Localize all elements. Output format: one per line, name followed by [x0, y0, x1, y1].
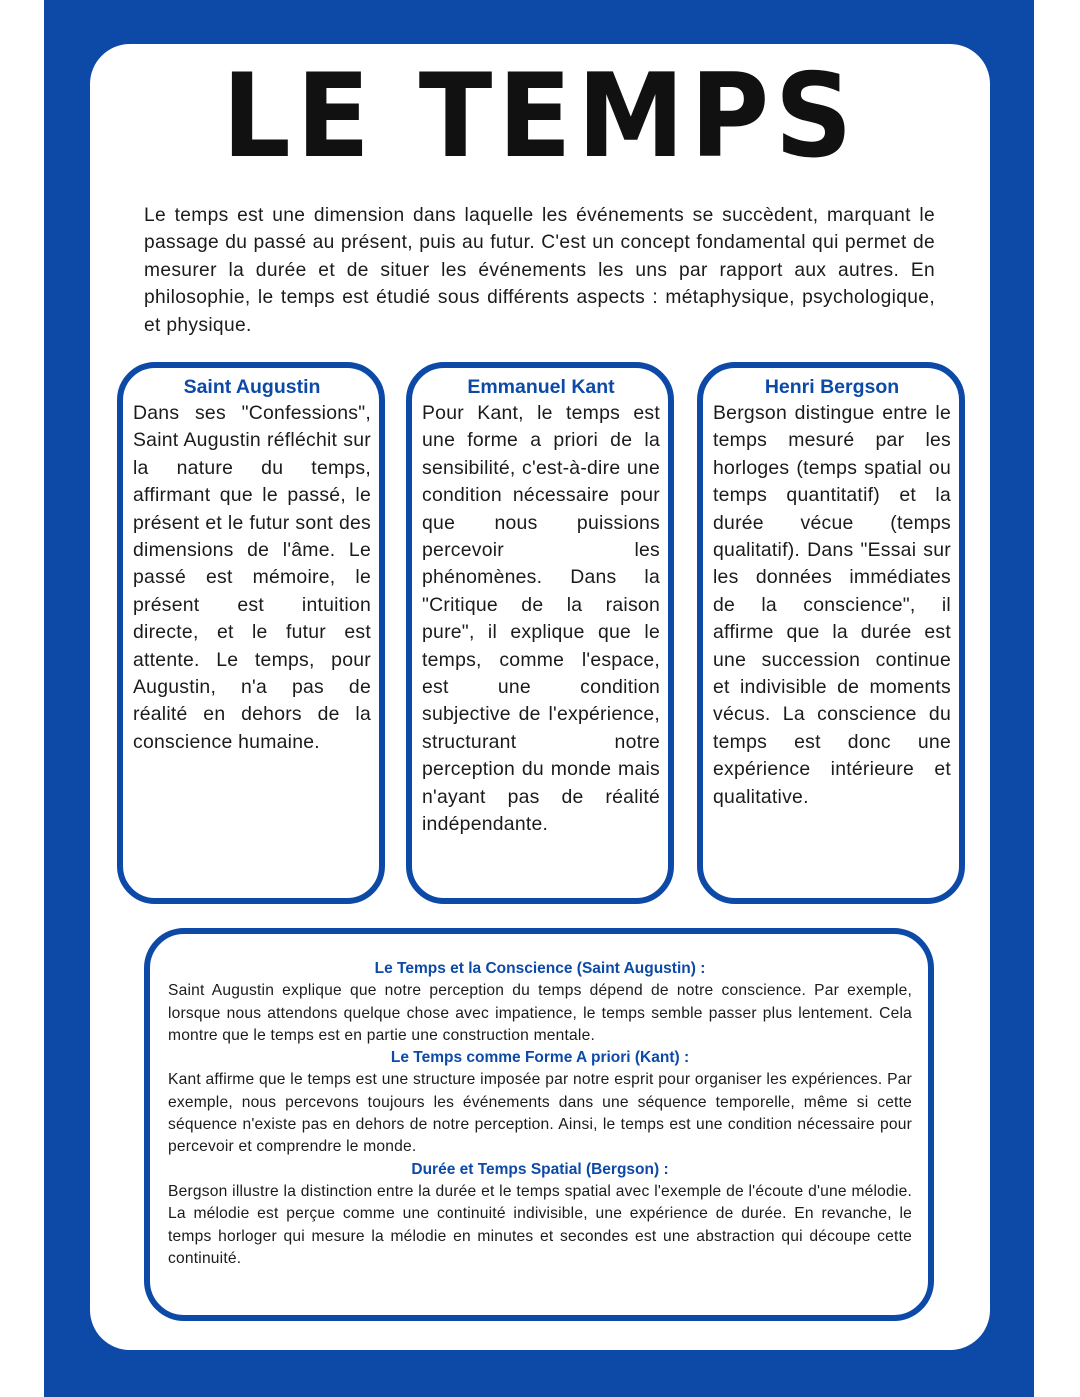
intro-paragraph: Le temps est une dimension dans laquelle les événements se succèdent, marquant le passage du passé au présent, puis au futur. C'est un concept fondamental qui permet de mesurer la durée et de situer les événements les uns par rapport aux autres. En philosophie, le temps est étudié sous différents aspects : métaphysique, psychologique, et physique. — [144, 205, 935, 336]
card-text: Dans ses "Confessions", Saint Augustin réfléchit sur la nature du temps, affirmant que le passé, le présent et le futur sont des dimensions de l'âme. Le passé est mémoire, le présent est intuition directe, et le futur est attente. Le temps, pour Augustin, n'a pas de réalité en dehors de la conscience humaine. — [133, 402, 371, 753]
section-text-kant: Kant affirme que le temps est une structure imposée par notre esprit pour organiser les expériences. Par exemple, nous percevons toujours les événements dans une séquence temporelle, même si cette séquence n'existe pas en dehors de notre perception. Ainsi, le temps est une condition nécessaire pour percevoir et comprendre le monde. — [168, 1071, 912, 1156]
card-saint-augustin — [117, 362, 385, 904]
card-henri-bergson — [697, 362, 965, 904]
examples-box — [144, 928, 934, 1321]
section-heading-bergson: Durée et Temps Spatial (Bergson) : — [411, 1160, 669, 1178]
card-heading: Saint Augustin — [183, 376, 321, 398]
section-text-augustin: Saint Augustin explique que notre perception du temps dépend de notre conscience. Par exemple, lorsque nous attendons quelque chose avec impatience, le temps semble passer plus lentement. Cela montre que le temps est en partie une construction mentale. — [168, 982, 912, 1044]
card-emmanuel-kant — [406, 362, 674, 904]
card-text: Pour Kant, le temps est une forme a priori de la sensibilité, c'est-à-dire une condition nécessaire pour que nous puissions percevoir les phénomènes. Dans la "Critique de la raison pure", il explique que le temps, comme l'espace, est une condition subjective de l'expérience, structurant notre perception du monde mais n'ayant pas de réalité indépendante. — [422, 402, 660, 836]
section-heading-augustin: Le Temps et la Conscience (Saint Augustin) : — [374, 960, 706, 977]
card-heading: Emmanuel Kant — [467, 376, 615, 398]
section-text-bergson: Bergson illustre la distinction entre la durée et le temps spatial avec l'exemple de l'écoute d'une mélodie. La mélodie est perçue comme une continuité indivisible, une expérience de durée. En revanche, le temps horloger qui mesure la mélodie en minutes et secondes est une abstraction qui découpe cette continuité. — [168, 1182, 912, 1267]
section-heading-kant: Le Temps comme Forme A priori (Kant) : — [390, 1049, 690, 1067]
card-heading: Henri Bergson — [764, 376, 900, 398]
page-title: LE TEMPS — [221, 49, 859, 184]
card-text: Bergson distingue entre le temps mesuré par les horloges (temps spatial ou temps quantitatif) et la durée vécue (temps qualitatif). Dans "Essai sur les données immédiates de la conscience", il affirme que la durée est une succession continue et indivisible de moments vécus. La conscience du temps est donc une expérience intérieure et qualitative. — [713, 402, 951, 808]
